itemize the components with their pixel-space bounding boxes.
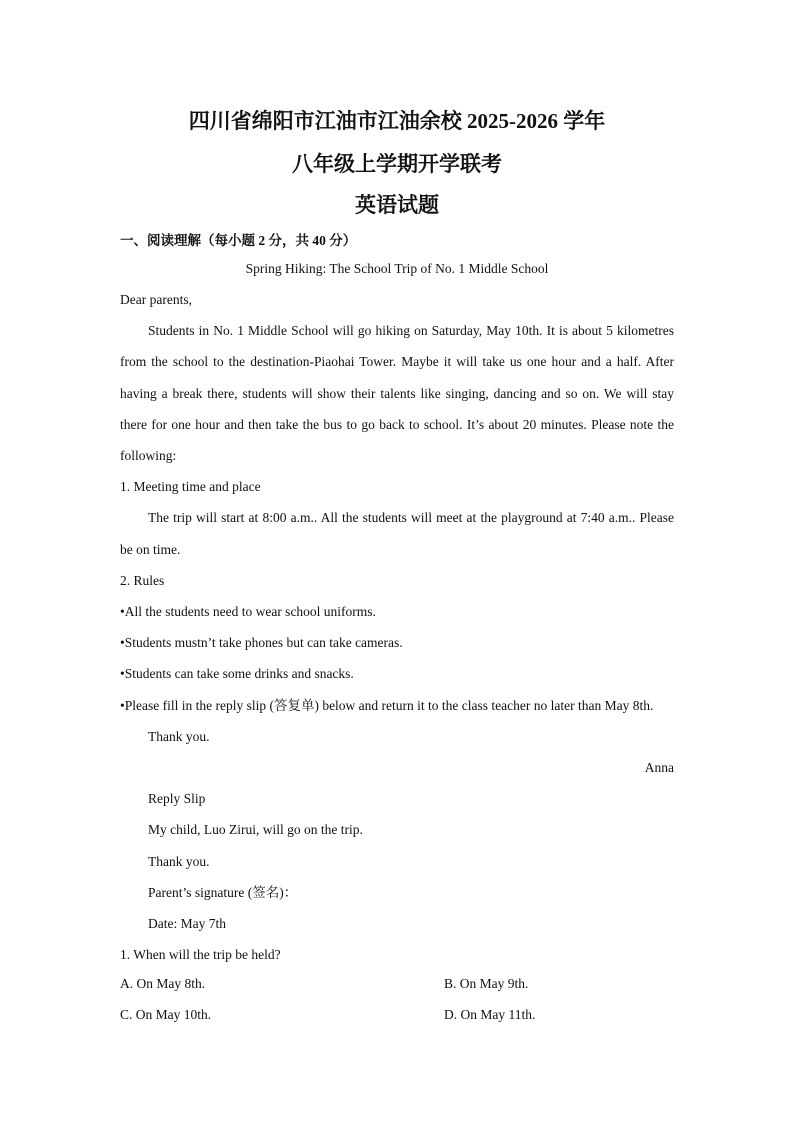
exam-title-line3: 英语试题 xyxy=(355,193,439,217)
option-a: A. On May 8th. xyxy=(120,976,206,991)
rule-3: •Students can take some drinks and snacks. xyxy=(120,666,354,682)
paragraph-1: Students in No. 1 Middle School will go hiking on Saturday, May 10th. It is about 5 kilometres from the school to the destination-Piaohai Tower. Maybe it will take us one hour and a half. After having a break there, students will show their talents like singing, dancing and so on. We will stay there for one hour and then take the bus to go back to school. It’s about 20 minutes. Please note the following: xyxy=(120,323,674,464)
option-b: B. On May 9th. xyxy=(444,976,529,991)
thanks-line: Thank you. xyxy=(148,728,210,744)
reply-slip-line1: My child, Luo Zirui, will go on the trip. xyxy=(148,822,363,838)
reply-slip-signature: Parent’s signature (签名)： xyxy=(148,884,298,900)
item1-text: The trip will start at 8:00 a.m.. All the students will meet at the playground at 7:40 a.m.. Please be on time. xyxy=(120,510,674,557)
option-d: D. On May 11th. xyxy=(444,1007,536,1022)
rule-4: •Please fill in the reply slip (答复单) below and return it to the class teacher no later than May 8th. xyxy=(120,697,654,713)
rule-1: •All the students need to wear school uniforms. xyxy=(120,604,376,620)
options-row-1 xyxy=(120,976,674,1007)
reply-slip-title: Reply Slip xyxy=(148,791,206,807)
question-1-options xyxy=(120,976,674,1038)
section-heading: 一、阅读理解（每小题 2 分，共 40 分） xyxy=(120,233,357,248)
signoff: Anna xyxy=(644,760,674,776)
exam-title-line1: 四川省绵阳市江油市江油余校 2025-2026 学年 xyxy=(188,109,606,133)
item2-heading: 2. Rules xyxy=(120,572,165,588)
reply-slip-date: Date: May 7th xyxy=(148,916,226,932)
passage-title: Spring Hiking: The School Trip of No. 1 Middle School xyxy=(245,261,549,276)
item1-heading: 1. Meeting time and place xyxy=(120,479,261,495)
rule-2: •Students mustn’t take phones but can take cameras. xyxy=(120,635,403,651)
option-c: C. On May 10th. xyxy=(120,1007,212,1022)
question-1-stem: 1. When will the trip be held? xyxy=(120,947,281,963)
exam-title-line2: 八年级上学期开学联考 xyxy=(292,152,502,176)
reply-slip-line2: Thank you. xyxy=(148,853,210,869)
options-row-2 xyxy=(120,1007,674,1038)
greeting: Dear parents, xyxy=(120,292,192,307)
passage-body xyxy=(120,284,674,970)
